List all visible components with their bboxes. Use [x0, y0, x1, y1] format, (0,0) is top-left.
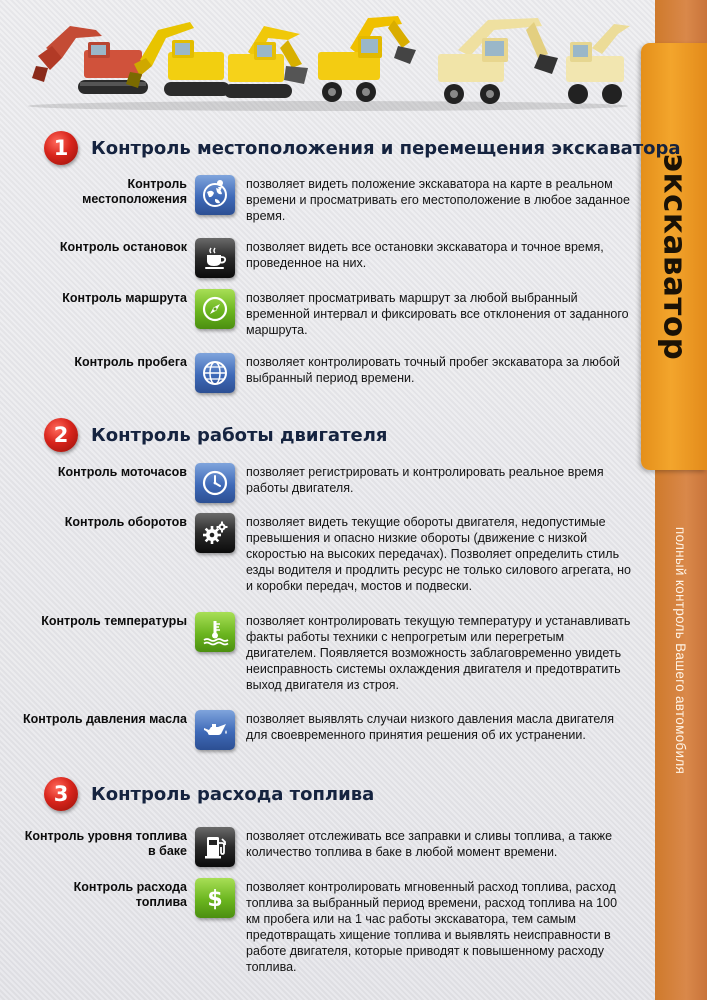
side-title-text: экскаватор: [656, 153, 692, 360]
section-3-number-badge: 3: [44, 777, 78, 811]
section-2-number-badge: 2: [44, 418, 78, 452]
dollar-icon: [195, 878, 235, 918]
feature-label: Контроль температуры: [41, 614, 187, 628]
clock-icon: [195, 463, 235, 503]
feature-description: позволяет регистрировать и контролировать реальное время работы двигателя.: [246, 465, 604, 495]
section-1-header: [44, 130, 681, 166]
section-3-title: Контроль расхода топлива: [91, 783, 375, 805]
feature-description: позволяет контролировать точный пробег экскаватора за любой выбранный период времени.: [246, 355, 620, 385]
feature-label: Контроль расхода топлива: [73, 880, 187, 909]
excavator-yellow-4-icon: [438, 18, 558, 104]
section-1-number-badge: 1: [44, 131, 78, 165]
feature-description: позволяет видеть текущие обороты двигателя, недопустимые превышения и опасно низкие обороты (движение с низкой скоростью на высоких передачах). Позволяет определить стиль езды водителя и продлить ресурс не только силового агрегата, но и коробки передач, мостов и подвески.: [246, 515, 631, 593]
feature-description: позволяет контролировать текущую температуру и устанавливать факты работы техники с непрогретым или перегретым двигателем. Появляется возможность заблаговременно увидеть неисправность системы охлаждения двигателя и предотвратить выход двигателя из строя.: [246, 614, 631, 692]
svg-text:$: $: [207, 887, 223, 912]
oil-can-icon: [195, 710, 235, 750]
feature-description: позволяет выявлять случаи низкого давления масла двигателя для своевременного принятия решения об их устранении.: [246, 712, 614, 742]
section-2-title: Контроль работы двигателя: [91, 424, 388, 446]
coolant-temperature-icon: [195, 612, 235, 652]
globe-grid-icon: [195, 353, 235, 393]
side-subtitle: [655, 470, 707, 830]
excavator-yellow-3-icon: [318, 16, 416, 102]
coffee-cup-icon: [195, 238, 235, 278]
feature-label: Контроль остановок: [59, 240, 187, 254]
feature-label: Контроль пробега: [74, 355, 187, 369]
globe-pin-icon: [195, 175, 235, 215]
feature-label: Контроль моточасов: [57, 465, 187, 479]
fuel-pump-icon: [195, 827, 235, 867]
excavators-illustration: [18, 8, 638, 112]
feature-description: позволяет видеть положение экскаватора на карте в реальном времени и просматривать его местоположение в любое заданное время.: [246, 177, 630, 223]
side-title: [641, 43, 707, 470]
feature-description: позволяет контролировать мгновенный расход топлива, расход топлива за выбранный период времени, расход топлива на 100 км пробега или на 1 час работы экскаватора, тем самым предотвращать хищение топлива и выявлять неисправности в работе двигателя, которые приводят к повышенному расходу топлива.: [246, 880, 618, 974]
feature-label: Контроль оборотов: [64, 515, 187, 529]
feature-description: позволяет отслеживать все заправки и сливы топлива, а также количество топлива в баке в любой момент времени.: [246, 829, 613, 859]
section-3-header: [44, 776, 374, 812]
excavator-yellow-2-icon: [224, 26, 308, 98]
feature-description: позволяет просматривать маршрут за любой выбранный временной интервал и фиксировать все отклонения от заданного маршрута.: [246, 291, 629, 337]
feature-label: Контроль маршрута: [62, 291, 187, 305]
feature-description: позволяет видеть все остановки экскаватора и точное время, проведенное на них.: [246, 240, 604, 270]
section-1-title: Контроль местоположения и перемещения экскаватора: [91, 137, 681, 159]
feature-label: Контроль уровня топлива в баке: [24, 829, 187, 858]
side-subtitle-text: полный контроль Вашего автомобиля: [673, 526, 689, 774]
feature-label: Контроль местоположения: [82, 177, 187, 206]
compass-icon: [195, 289, 235, 329]
gears-icon: [195, 513, 235, 553]
feature-label: Контроль давления масла: [22, 712, 187, 726]
section-2-header: [44, 417, 387, 453]
excavator-yellow-5-icon: [566, 24, 630, 104]
